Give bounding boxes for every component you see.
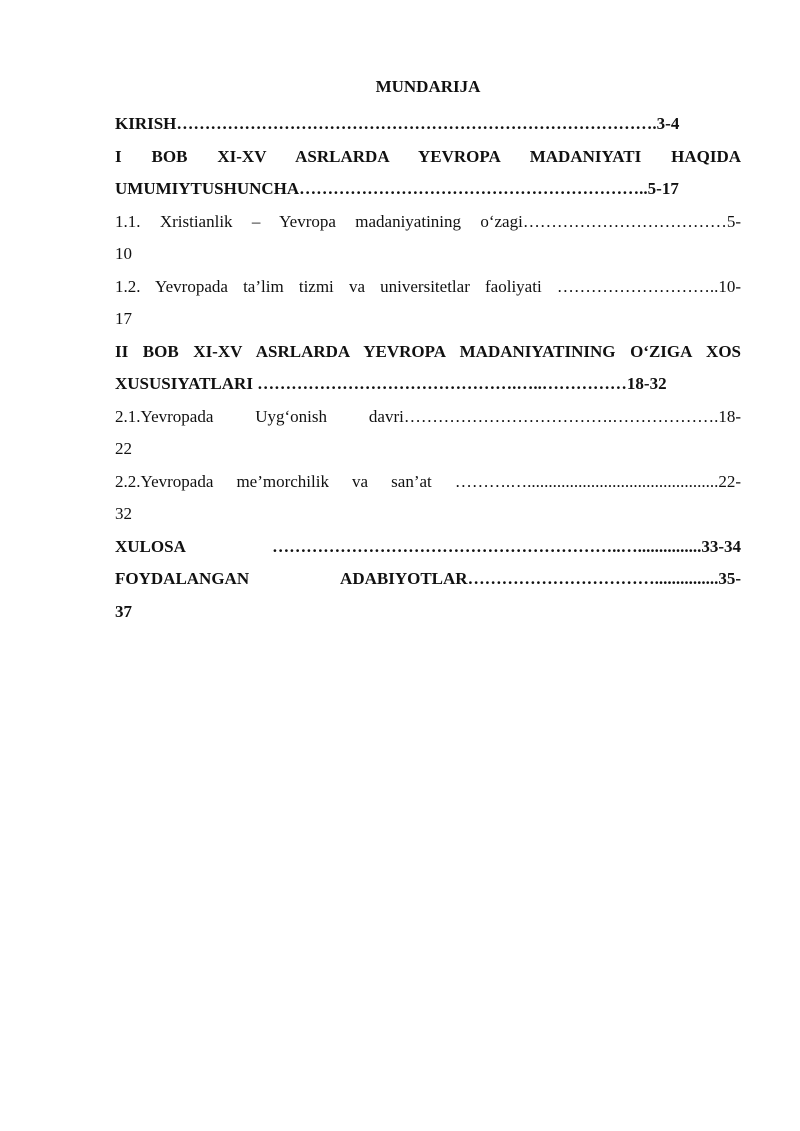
toc-entry-text: KIRISH………………………………………………………………………….3-4: [115, 114, 680, 133]
toc-entry-text-cont: UMUMIYTUSHUNCHA……………………………………………………..5-17: [115, 179, 679, 198]
toc-entry-page: 32: [115, 504, 132, 523]
toc-entry-text: 1.1. Xristianlik – Yevropa madaniyatining o‘zagi………………………………5-: [115, 211, 741, 231]
toc-entry-text: FOYDALANGAN ADABIYOTLAR……………………………...............35-: [115, 569, 741, 588]
toc-entry-text: II BOB XI-XV ASRLARDA YEVROPA MADANIYATINING O‘ZIGA XOS: [115, 341, 741, 361]
toc-entry-section-2-2: [115, 466, 741, 531]
toc-entry-text-cont: XUSUSIYATLARI ……………………………………….…..……………18-32: [115, 374, 667, 393]
toc-entry-page: 37: [115, 601, 132, 621]
toc-entry-text: 2.1.Yevropada Uyg‘onish davri……………………………….……………….18-: [115, 406, 741, 426]
page-title: MUNDARIJA: [375, 77, 481, 96]
toc-entry-references: [115, 563, 741, 628]
toc-entry-page: 17: [115, 309, 132, 328]
toc-entry-text: 2.2.Yevropada me’morchilik va san’at ……….….............................................22-: [115, 471, 741, 491]
toc-entry-chapter-2: [115, 336, 741, 401]
toc-entry-text: XULOSA ……………………………………………………..…...............33-34: [115, 536, 741, 556]
toc-entry-section-2-1: [115, 401, 741, 466]
toc-entry-text: 1.2. Yevropada ta’lim tizmi va universitetlar faoliyati ………………………..10-: [115, 276, 741, 296]
toc-entry-section-1-1: [115, 206, 741, 271]
toc-entry-text: I BOB XI-XV ASRLARDA YEVROPA MADANIYATI HAQIDA: [115, 146, 741, 166]
toc-entry-page: 22: [115, 439, 132, 458]
toc-entry-section-1-2: [115, 271, 741, 336]
toc-entry-page: 10: [115, 244, 132, 263]
toc-entry-kirish: [115, 108, 741, 141]
toc-entry-chapter-1: [115, 141, 741, 206]
toc-entry-xulosa: [115, 531, 741, 564]
table-of-contents: [115, 76, 741, 628]
